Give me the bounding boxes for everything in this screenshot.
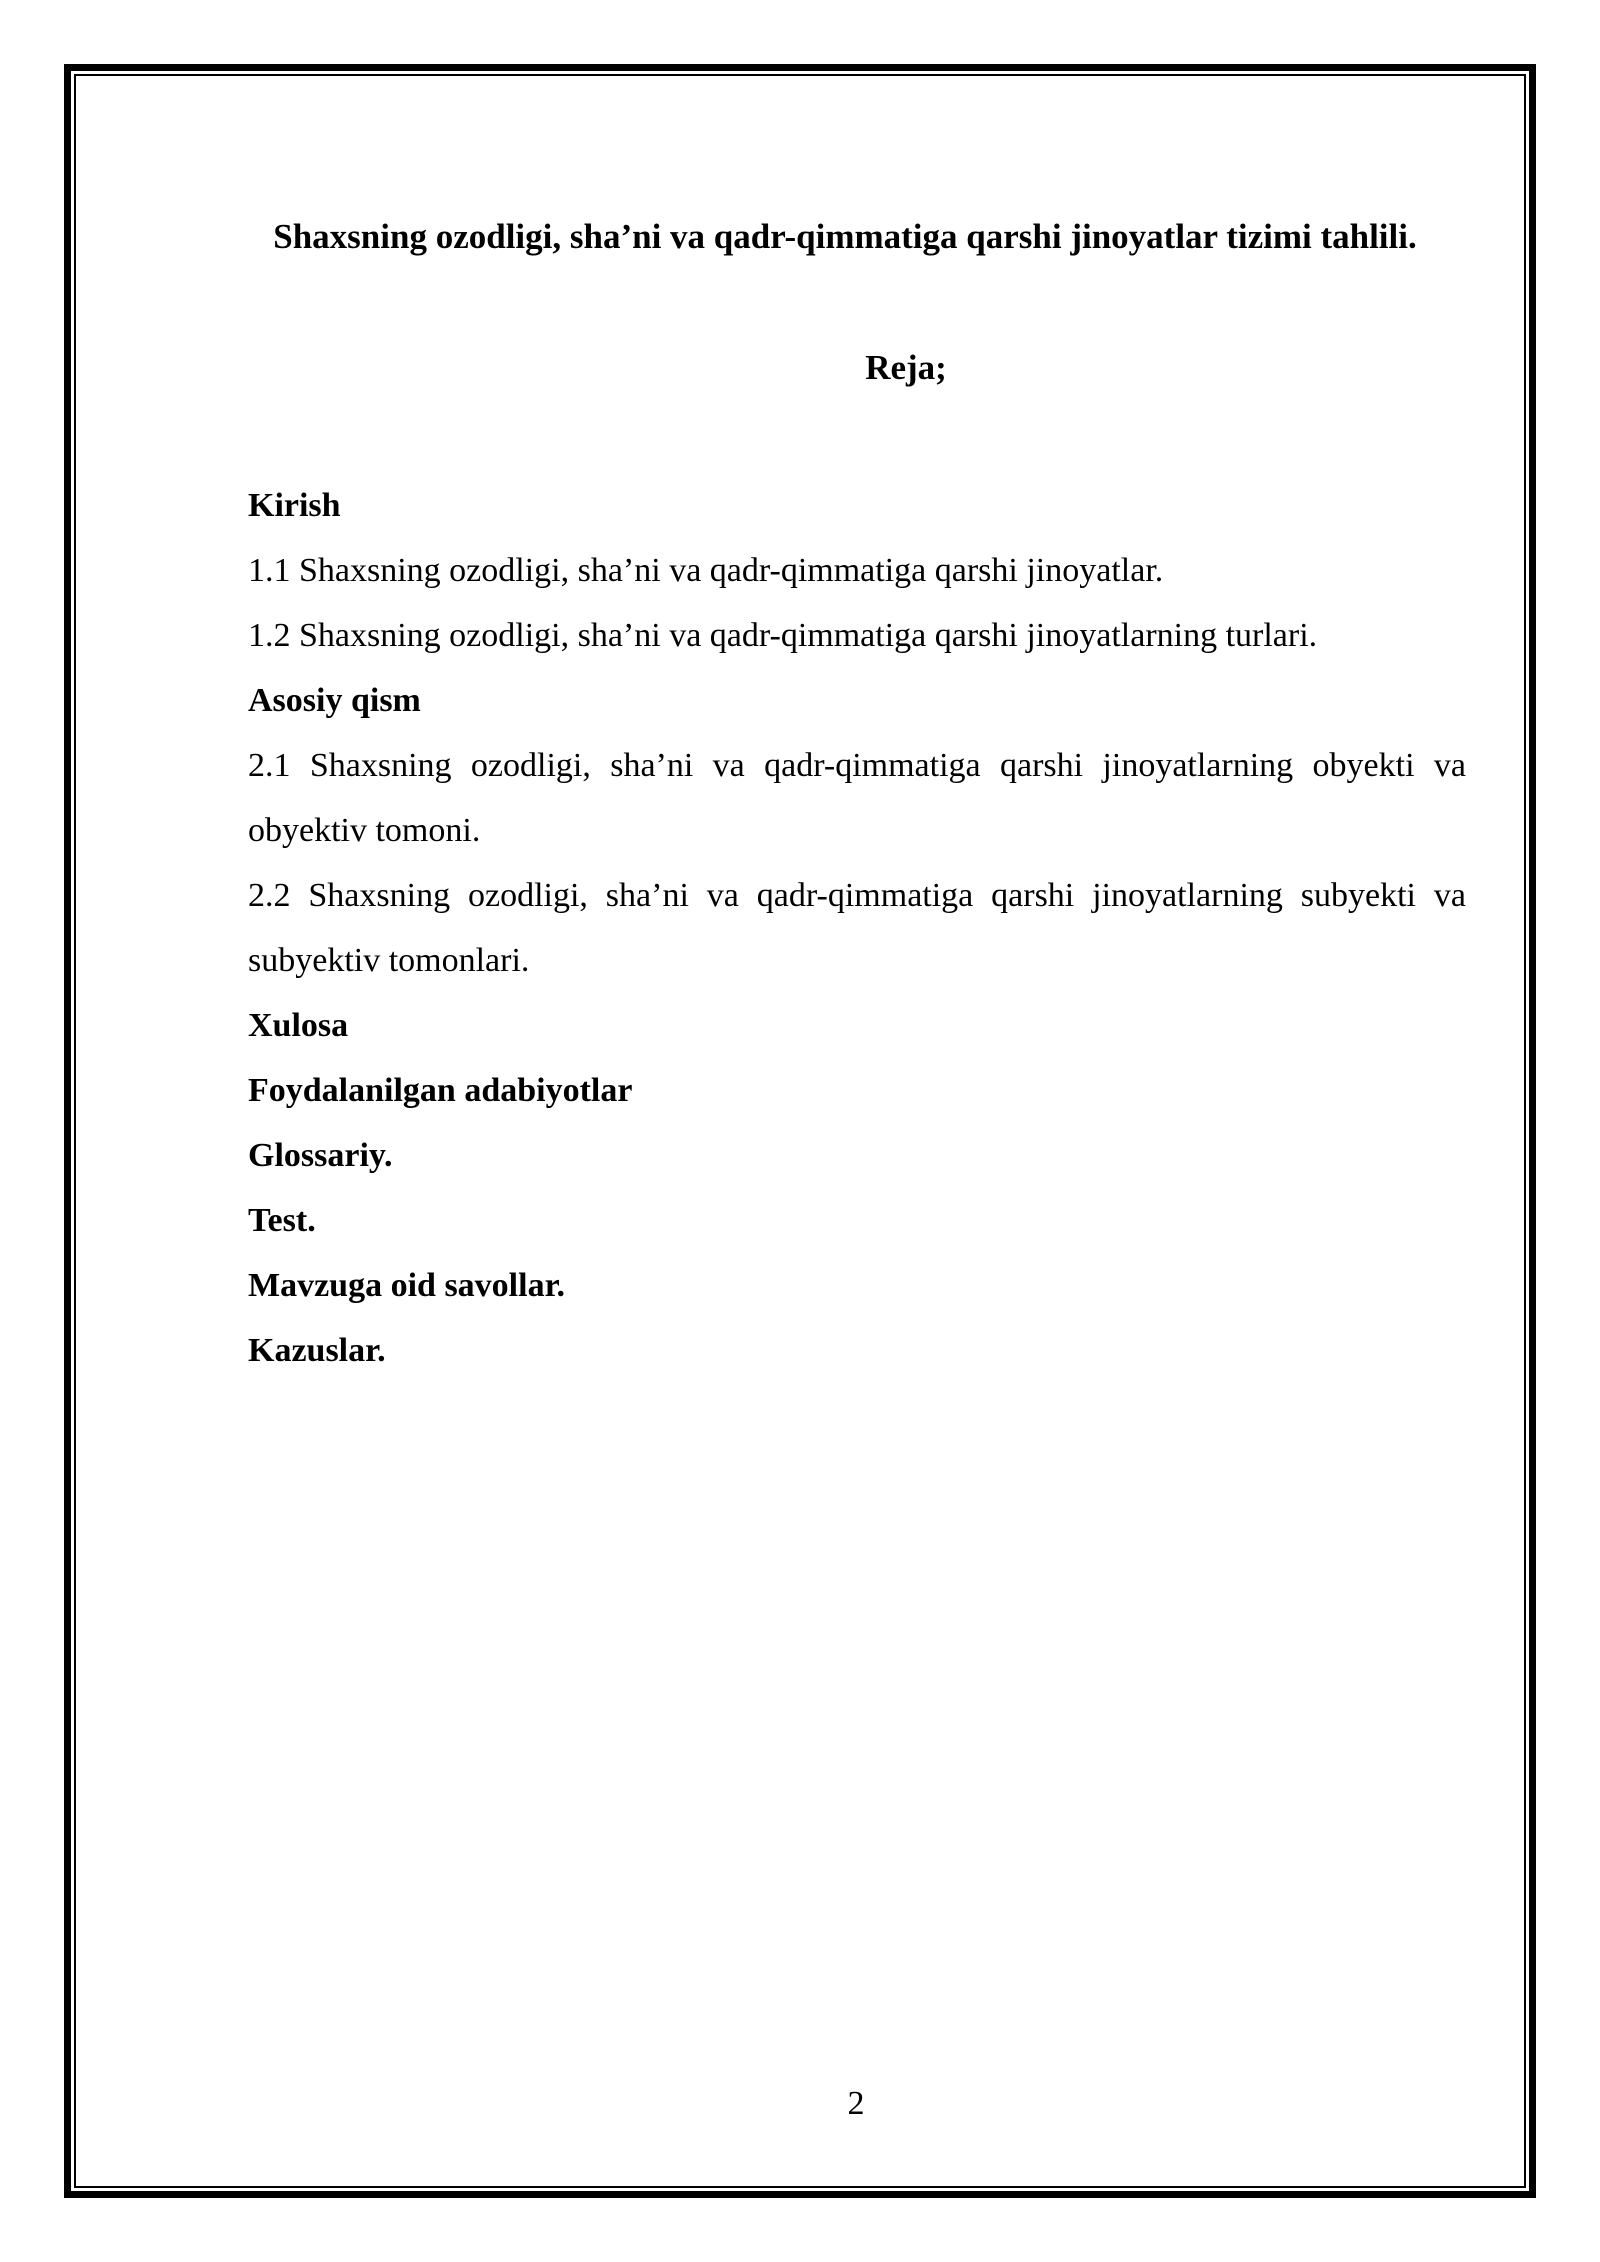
document-title: Shaxsning ozodligi, sha’ni va qadr-qimmatiga qarshi jinoyatlar tizimi tahlili.	[273, 217, 1417, 256]
toc-item-text: Test.	[248, 1202, 316, 1239]
toc-item-text: Foydalanilgan adabiyotlar	[248, 1072, 633, 1109]
toc-item	[248, 1188, 1466, 1253]
toc-item-text: Kirish	[248, 487, 341, 524]
plan-heading: Reja;	[865, 348, 947, 387]
toc-item	[248, 538, 1466, 603]
toc-item	[248, 1123, 1466, 1188]
toc-item-text: Xulosa	[248, 1007, 349, 1044]
toc-item	[248, 473, 1466, 538]
toc-item-text: 1.2 Shaxsning ozodligi, sha’ni va qadr-qimmatiga qarshi jinoyatlarning turlari.	[248, 617, 1318, 654]
toc-item	[248, 863, 1466, 993]
toc-item-text: 2.1 Shaxsning ozodligi, sha’ni va qadr-qimmatiga qarshi jinoyatlarning obyekti va obyektiv tomoni.	[248, 747, 1466, 849]
toc-item-text: 2.2 Shaxsning ozodligi, sha’ni va qadr-qimmatiga qarshi jinoyatlarning subyekti va subyektiv tomonlari.	[248, 877, 1466, 979]
page-number: 2	[847, 2085, 865, 2122]
toc-item	[248, 1318, 1466, 1383]
toc-item	[248, 603, 1466, 668]
toc-item-text: Mavzuga oid savollar.	[248, 1267, 566, 1304]
toc-item-text: 1.1 Shaxsning ozodligi, sha’ni va qadr-qimmatiga qarshi jinoyatlar.	[248, 552, 1164, 589]
toc-item	[248, 993, 1466, 1058]
toc-item	[248, 733, 1466, 863]
table-of-contents	[248, 473, 1466, 1383]
toc-item	[248, 1058, 1466, 1123]
toc-item-text: Kazuslar.	[248, 1332, 386, 1369]
toc-item	[248, 668, 1466, 733]
toc-item	[248, 1253, 1466, 1318]
toc-item-text: Glossariy.	[248, 1137, 393, 1174]
toc-item-text: Asosiy qism	[248, 682, 421, 719]
